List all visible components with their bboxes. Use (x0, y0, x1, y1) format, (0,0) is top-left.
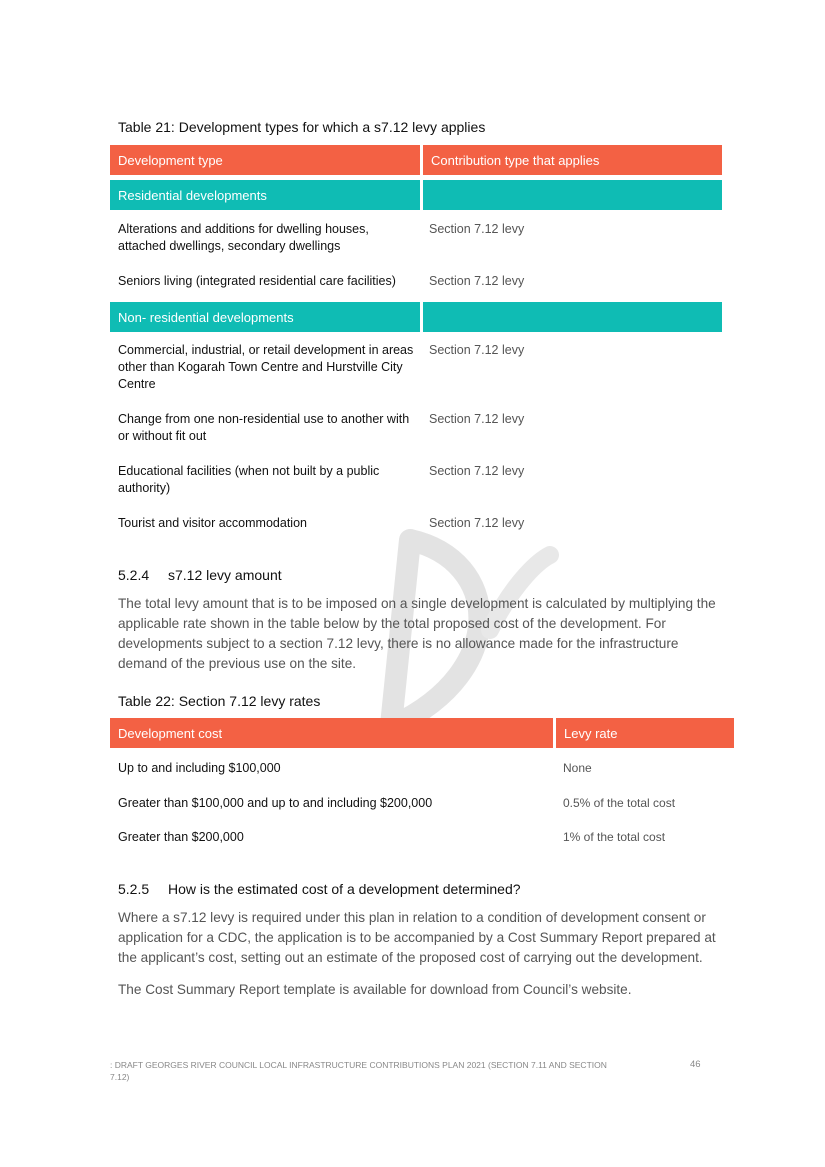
body-paragraph: Where a s7.12 levy is required under this plan in relation to a condition of development consent or application for a CDC, the application is to be accompanied by a Cost Summary Report prepared at the applicant’s cost, setting out an estimate of the proposed cost of carrying out the development. (118, 910, 716, 965)
section-number: 5.2.5 (118, 881, 150, 897)
table-row (118, 411, 719, 445)
page-footer: : DRAFT GEORGES RIVER COUNCIL LOCAL INFRASTRUCTURE CONTRIBUTIONS PLAN 2021 (SECTION 7.11 AND SECTION 7.12) (110, 1060, 607, 1082)
section-heading-5-2-4 (118, 567, 282, 583)
development-cost-cell: Up to and including $100,000 (118, 761, 281, 775)
table-row (118, 760, 738, 777)
contribution-type-cell: Section 7.12 levy (429, 464, 525, 478)
page-number: 46 (690, 1059, 701, 1070)
table-row (118, 463, 719, 497)
development-cost-cell: Greater than $200,000 (118, 830, 244, 844)
section-title-non-residential: Non- residential developments (110, 302, 420, 332)
section-title: How is the estimated cost of a development determined? (168, 881, 521, 897)
table-22-caption: Table 22: Section 7.12 levy rates (118, 693, 321, 709)
body-paragraph: The total levy amount that is to be imposed on a single development is calculated by multiplying the applicable rate shown in the table below by the total proposed cost of the development. For developments subject to a section 7.12 levy, there is no allowance made for the infrastructure demand of the previous use on the site. (118, 596, 716, 671)
section-heading-5-2-5 (118, 881, 521, 897)
development-type-cell: Commercial, industrial, or retail development in areas other than Kogarah Town Centre and Hurstville City Centre (118, 343, 414, 391)
levy-rate-cell: 0.5% of the total cost (563, 796, 676, 810)
development-type-cell: Educational facilities (when not built by a public authority) (118, 464, 380, 495)
contribution-type-cell: Section 7.12 levy (429, 412, 525, 426)
body-paragraph: The Cost Summary Report template is available for download from Council’s website. (118, 982, 632, 997)
table-header-contribution-type: Contribution type that applies (423, 145, 722, 175)
contribution-type-cell: Section 7.12 levy (429, 274, 525, 288)
table-21-header-row (110, 145, 722, 175)
development-type-cell: Tourist and visitor accommodation (118, 516, 307, 530)
section-band-empty (423, 180, 722, 210)
table-row (118, 829, 738, 846)
table-header-development-cost: Development cost (110, 718, 553, 748)
section-number: 5.2.4 (118, 567, 150, 583)
table-21-caption: Table 21: Development types for which a s7.12 levy applies (118, 119, 486, 135)
development-type-cell: Change from one non-residential use to another with or without fit out (118, 412, 410, 443)
table-row (118, 515, 719, 532)
table-row (118, 273, 719, 290)
development-type-cell: Seniors living (integrated residential care facilities) (118, 274, 396, 288)
section-band-empty (423, 302, 722, 332)
table-21-section-row (110, 180, 722, 210)
section-title: s7.12 levy amount (168, 567, 282, 583)
development-cost-cell: Greater than $100,000 and up to and including $200,000 (118, 796, 433, 810)
table-22-header-row (110, 718, 734, 748)
table-row (118, 342, 719, 393)
table-row (118, 795, 738, 812)
development-type-cell: Alterations and additions for dwelling houses, attached dwellings, secondary dwellings (118, 222, 369, 253)
contribution-type-cell: Section 7.12 levy (429, 516, 525, 530)
levy-rate-cell: 1% of the total cost (563, 830, 666, 844)
table-21-section-row (110, 302, 722, 332)
table-header-development-type: Development type (110, 145, 420, 175)
contribution-type-cell: Section 7.12 levy (429, 343, 525, 357)
table-row (118, 221, 719, 255)
table-header-levy-rate: Levy rate (556, 718, 734, 748)
levy-rate-cell: None (563, 761, 592, 775)
contribution-type-cell: Section 7.12 levy (429, 222, 525, 236)
section-title-residential: Residential developments (110, 180, 420, 210)
